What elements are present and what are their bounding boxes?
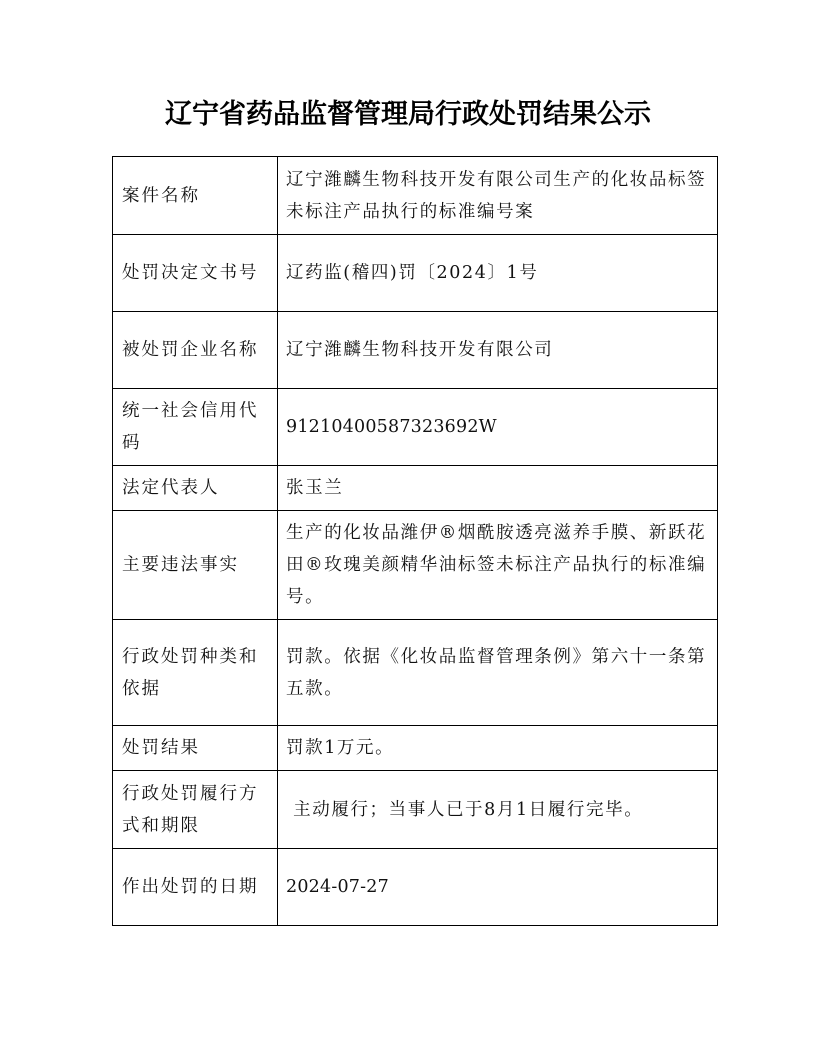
row-label-violation-facts: 主要违法事实 xyxy=(113,511,278,620)
row-value-case-name: 辽宁潍麟生物科技开发有限公司生产的化妆品标签未标注产品执行的标准编号案 xyxy=(278,157,718,235)
row-value-credit-code: 91210400587323692W xyxy=(278,389,718,466)
row-label-legal-representative: 法定代表人 xyxy=(113,466,278,511)
row-label-case-name: 案件名称 xyxy=(113,157,278,235)
table-row xyxy=(113,849,718,926)
row-label-credit-code: 统一社会信用代码 xyxy=(113,389,278,466)
table-row xyxy=(113,157,718,235)
row-label-decision-number: 处罚决定文书号 xyxy=(113,235,278,312)
row-value-violation-facts: 生产的化妆品潍伊®烟酰胺透亮滋养手膜、新跃花田®玫瑰美颜精华油标签未标注产品执行的标准编号。 xyxy=(278,511,718,620)
row-value-fulfillment: 主动履行；当事人已于8月1日履行完毕。 xyxy=(278,771,718,849)
row-label-penalty-result: 处罚结果 xyxy=(113,726,278,771)
table-row xyxy=(113,771,718,849)
row-label-company-name: 被处罚企业名称 xyxy=(113,312,278,389)
penalty-info-table xyxy=(112,156,718,926)
row-value-legal-representative: 张玉兰 xyxy=(278,466,718,511)
row-value-penalty-date: 2024-07-27 xyxy=(278,849,718,926)
row-label-penalty-date: 作出处罚的日期 xyxy=(113,849,278,926)
table-row xyxy=(113,312,718,389)
table-row xyxy=(113,466,718,511)
table-row xyxy=(113,511,718,620)
table-row xyxy=(113,620,718,726)
table-row xyxy=(113,389,718,466)
row-label-penalty-type-basis: 行政处罚种类和依据 xyxy=(113,620,278,726)
table-row xyxy=(113,726,718,771)
row-value-penalty-type-basis: 罚款。依据《化妆品监督管理条例》第六十一条第五款。 xyxy=(278,620,718,726)
row-label-fulfillment: 行政处罚履行方式和期限 xyxy=(113,771,278,849)
document-title: 辽宁省药品监督管理局行政处罚结果公示 xyxy=(165,99,651,130)
row-value-company-name: 辽宁潍麟生物科技开发有限公司 xyxy=(278,312,718,389)
table-row xyxy=(113,235,718,312)
row-value-penalty-result: 罚款1万元。 xyxy=(278,726,718,771)
row-value-decision-number: 辽药监(稽四)罚〔2024〕1号 xyxy=(278,235,718,312)
